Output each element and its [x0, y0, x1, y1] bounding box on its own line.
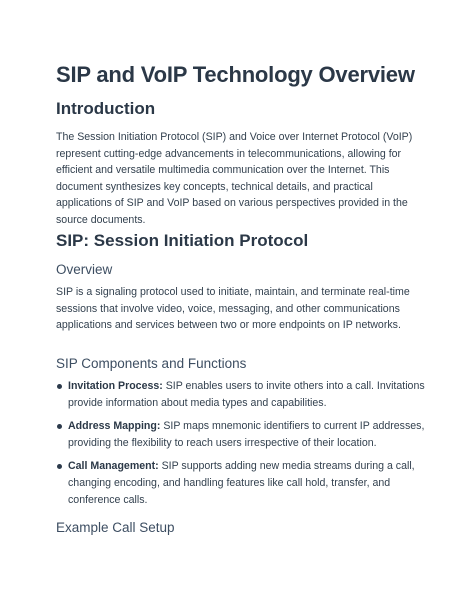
document-title: SIP and VoIP Technology Overview [56, 62, 415, 87]
overview-heading: Overview [56, 262, 113, 277]
sip-section-heading: SIP: Session Initiation Protocol [56, 231, 309, 250]
list-item [56, 458, 428, 508]
components-heading: SIP Components and Functions [56, 356, 247, 371]
bullet-text: SIP enables users to invite others into a call. Invitations provide information about media types and capabilities. [68, 380, 425, 409]
introduction-paragraph: The Session Initiation Protocol (SIP) and Voice over Internet Protocol (VoIP) represent cutting-edge advancements in telecommunications, allowing for efficient and versatile multimedia communication over the Internet. This document synthesizes key concepts, technical details, and practical applications of SIP and VoIP based on various perspectives provided in the source documents. [56, 131, 413, 226]
bullet-icon [57, 464, 62, 469]
bullet-icon [57, 424, 62, 429]
introduction-heading: Introduction [56, 99, 156, 118]
bullet-term: Invitation Process: [68, 380, 163, 392]
list-item [56, 418, 428, 451]
components-list [56, 378, 428, 515]
bullet-text: SIP supports adding new media streams during a call, changing encoding, and handling features like call hold, transfer, and conference calls. [68, 460, 415, 506]
bullet-term: Call Management: [68, 460, 159, 473]
overview-paragraph: SIP is a signaling protocol used to initiate, maintain, and terminate real-time sessions that involve video, voice, messaging, and other communications applications and services between two or more endpoints on IP networks. [56, 286, 410, 332]
bullet-term: Address Mapping: [68, 420, 161, 433]
example-call-setup-heading: Example Call Setup [56, 520, 175, 535]
bullet-icon [57, 384, 62, 389]
list-item [56, 378, 428, 411]
bullet-text: SIP maps mnemonic identifiers to current IP addresses, providing the flexibility to reach users irrespective of their location. [68, 420, 425, 449]
